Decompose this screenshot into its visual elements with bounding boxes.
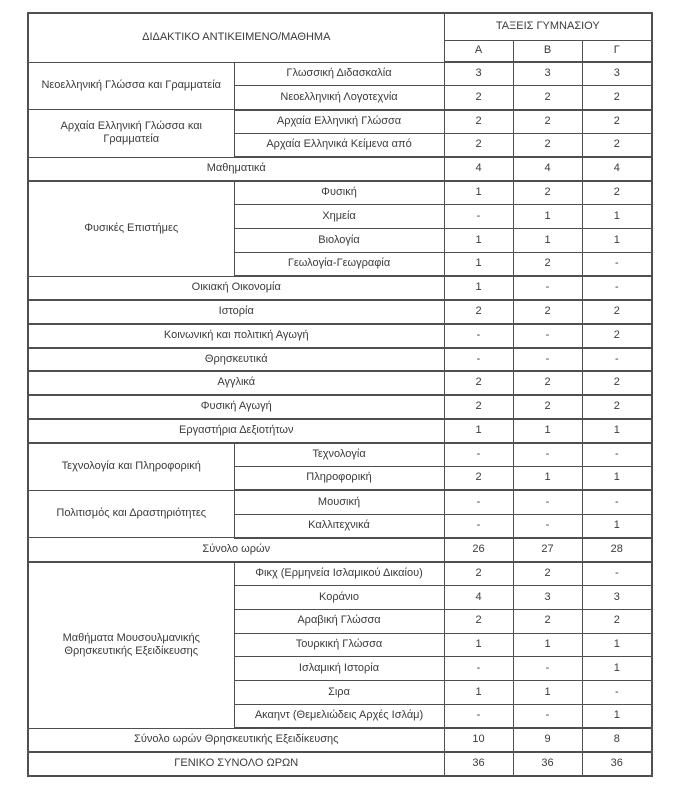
value-cell: 2 [444, 395, 513, 419]
value-cell: 1 [444, 252, 513, 276]
table-row [28, 324, 652, 348]
value-cell: 10 [444, 728, 513, 752]
subject-cell: Τεχνολογία [234, 443, 444, 467]
value-cell: 1 [513, 633, 582, 657]
value-cell: 1 [444, 276, 513, 300]
value-cell: 2 [444, 371, 513, 395]
value-cell: - [582, 443, 652, 467]
value-cell: - [444, 657, 513, 681]
table-row [28, 443, 652, 467]
table-row [28, 752, 652, 776]
subject-cell: Τουρκική Γλώσσα [234, 633, 444, 657]
subject-cell: Πληροφορική [234, 467, 444, 491]
header-class-a: Α [444, 40, 513, 62]
value-cell: 4 [444, 157, 513, 181]
value-cell: 1 [582, 633, 652, 657]
value-cell: - [444, 324, 513, 348]
value-cell: - [513, 490, 582, 514]
value-cell: - [513, 276, 582, 300]
value-cell: 27 [513, 538, 582, 562]
value-cell: 2 [582, 609, 652, 633]
value-cell: 1 [582, 514, 652, 538]
value-cell: 1 [444, 633, 513, 657]
value-cell: 1 [513, 681, 582, 705]
value-cell: 3 [513, 62, 582, 86]
value-cell: 3 [513, 586, 582, 610]
subject-cell: Οικιακή Οικονομία [28, 276, 444, 300]
value-cell: 2 [444, 133, 513, 157]
value-cell: - [444, 705, 513, 729]
table-row [28, 538, 652, 562]
value-cell: - [444, 490, 513, 514]
header-class-g: Γ [582, 40, 652, 62]
value-cell: - [513, 348, 582, 372]
value-cell: 36 [513, 752, 582, 776]
table-row [28, 157, 652, 181]
table-row [28, 181, 652, 205]
value-cell: 2 [444, 86, 513, 110]
value-cell: - [582, 681, 652, 705]
value-cell: 1 [582, 657, 652, 681]
value-cell: 9 [513, 728, 582, 752]
value-cell: 2 [582, 371, 652, 395]
table-row [28, 371, 652, 395]
value-cell: 28 [582, 538, 652, 562]
subject-cell: Αρχαία Ελληνική Γλώσσα [234, 110, 444, 134]
header-class-b: Β [513, 40, 582, 62]
subject-cell: Φυσική [234, 181, 444, 205]
subject-cell: Ιστορία [28, 300, 444, 324]
value-cell: 2 [513, 609, 582, 633]
subject-cell: Κοινωνική και πολιτική Αγωγή [28, 324, 444, 348]
table-row [28, 419, 652, 443]
value-cell: 3 [444, 62, 513, 86]
value-cell: - [582, 562, 652, 586]
table-row [28, 110, 652, 134]
value-cell: - [582, 348, 652, 372]
value-cell: 2 [444, 300, 513, 324]
value-cell: 36 [582, 752, 652, 776]
subject-cell: Αγγλικά [28, 371, 444, 395]
value-cell: 26 [444, 538, 513, 562]
value-cell: 2 [582, 181, 652, 205]
value-cell: 2 [582, 324, 652, 348]
value-cell: 2 [513, 86, 582, 110]
value-cell: 3 [582, 62, 652, 86]
value-cell: - [582, 252, 652, 276]
value-cell: - [513, 324, 582, 348]
value-cell: - [513, 705, 582, 729]
value-cell: - [444, 348, 513, 372]
value-cell: 2 [582, 133, 652, 157]
value-cell: 4 [513, 157, 582, 181]
value-cell: 1 [582, 205, 652, 229]
table-row [28, 348, 652, 372]
subject-cell: Νεοελληνική Λογοτεχνία [234, 86, 444, 110]
table-row [28, 395, 652, 419]
value-cell: 1 [513, 467, 582, 491]
value-cell: 36 [444, 752, 513, 776]
table-row [28, 728, 652, 752]
value-cell: 1 [444, 681, 513, 705]
table-row [28, 490, 652, 514]
subject-cell: Κοράνιο [234, 586, 444, 610]
group-cell: Φυσικές Επιστήμες [28, 181, 234, 276]
subject-cell: Γεωλογία-Γεωγραφία [234, 252, 444, 276]
table-row [28, 276, 652, 300]
value-cell: - [444, 205, 513, 229]
subject-cell: Σύνολο ωρών Θρησκευτικής Εξειδίκευσης [28, 728, 444, 752]
value-cell: - [513, 657, 582, 681]
subject-cell: Καλλιτεχνικά [234, 514, 444, 538]
value-cell: 1 [513, 419, 582, 443]
group-cell: Αρχαία Ελληνική Γλώσσα και Γραμματεία [28, 110, 234, 158]
subject-cell: Αρχαία Ελληνικά Κείμενα από [234, 133, 444, 157]
value-cell: 4 [444, 586, 513, 610]
subject-cell: Ακαηντ (Θεμελιώδεις Αρχές Ισλάμ) [234, 705, 444, 729]
value-cell: 1 [513, 229, 582, 253]
table-row [28, 62, 652, 86]
value-cell: - [513, 514, 582, 538]
value-cell: 2 [582, 86, 652, 110]
subject-cell: Μαθηματικά [28, 157, 444, 181]
value-cell: 2 [582, 395, 652, 419]
group-cell: Πολιτισμός και Δραστηριότητες [28, 490, 234, 538]
table-row [28, 300, 652, 324]
curriculum-table [27, 12, 653, 777]
header-classes: ΤΑΞΕΙΣ ΓΥΜΝΑΣΙΟΥ [444, 13, 652, 40]
group-cell: Τεχνολογία και Πληροφορική [28, 443, 234, 491]
value-cell: 8 [582, 728, 652, 752]
header-row-top [28, 13, 652, 40]
table-row [28, 562, 652, 586]
value-cell: - [444, 514, 513, 538]
value-cell: 1 [513, 205, 582, 229]
value-cell: 2 [513, 300, 582, 324]
value-cell: 2 [444, 110, 513, 134]
value-cell: 2 [513, 562, 582, 586]
value-cell: 2 [513, 371, 582, 395]
value-cell: - [582, 490, 652, 514]
value-cell: 1 [444, 229, 513, 253]
value-cell: 3 [582, 586, 652, 610]
subject-cell: Μουσική [234, 490, 444, 514]
group-cell: Μαθήματα Μουσουλμανικής Θρησκευτικής Εξειδίκευσης [28, 562, 234, 729]
header-subject: ΔΙΔΑΚΤΙΚΟ ΑΝΤΙΚΕΙΜΕΝΟ/ΜΑΘΗΜΑ [28, 13, 444, 62]
value-cell: 1 [582, 229, 652, 253]
subject-cell: Γλωσσική Διδασκαλία [234, 62, 444, 86]
subject-cell: Σύνολο ωρών [28, 538, 444, 562]
subject-cell: Φυσική Αγωγή [28, 395, 444, 419]
subject-cell: Χημεία [234, 205, 444, 229]
value-cell: - [582, 276, 652, 300]
subject-cell: Σιρα [234, 681, 444, 705]
value-cell: 2 [513, 110, 582, 134]
value-cell: 2 [444, 562, 513, 586]
value-cell: 2 [582, 300, 652, 324]
subject-cell: Ισλαμική Ιστορία [234, 657, 444, 681]
value-cell: 4 [582, 157, 652, 181]
value-cell: 2 [513, 252, 582, 276]
group-cell: Νεοελληνική Γλώσσα και Γραμματεία [28, 62, 234, 110]
value-cell: - [444, 443, 513, 467]
subject-cell: Θρησκευτικά [28, 348, 444, 372]
subject-cell: Εργαστήρια Δεξιοτήτων [28, 419, 444, 443]
subject-cell: ΓΕΝΙΚΟ ΣΥΝΟΛΟ ΩΡΩΝ [28, 752, 444, 776]
value-cell: 1 [582, 419, 652, 443]
value-cell: 2 [582, 110, 652, 134]
value-cell: 1 [444, 419, 513, 443]
value-cell: 2 [513, 395, 582, 419]
value-cell: - [513, 443, 582, 467]
subject-cell: Φικχ (Ερμηνεία Ισλαμικού Δικαίου) [234, 562, 444, 586]
value-cell: 1 [444, 181, 513, 205]
subject-cell: Αραβική Γλώσσα [234, 609, 444, 633]
value-cell: 2 [444, 467, 513, 491]
value-cell: 2 [444, 609, 513, 633]
value-cell: 1 [582, 705, 652, 729]
value-cell: 1 [582, 467, 652, 491]
subject-cell: Βιολογία [234, 229, 444, 253]
value-cell: 2 [513, 181, 582, 205]
value-cell: 2 [513, 133, 582, 157]
